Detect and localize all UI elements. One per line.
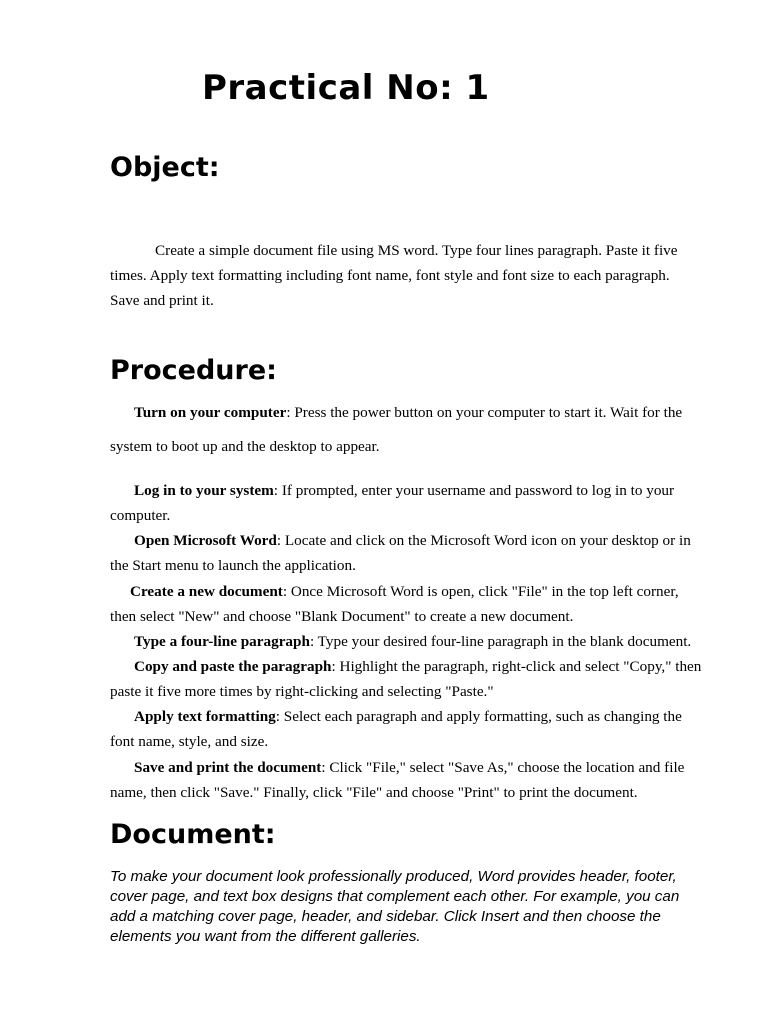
- object-line: Create a simple document file using MS word. Type four lines paragraph. Paste it five: [155, 242, 678, 259]
- step-label: Type a four-line paragraph: [134, 633, 310, 650]
- step-text: : Locate and click on the Microsoft Word icon on your desktop or in: [276, 532, 691, 549]
- step-label: Create a new document: [130, 583, 283, 600]
- step-continuation: name, then click "Save." Finally, click "File" and choose "Print" to print the document.: [110, 784, 638, 801]
- step-label: Save and print the document: [134, 759, 322, 776]
- step-text: : Once Microsoft Word is open, click "File" in the top left corner,: [282, 583, 679, 600]
- object-line: times. Apply text formatting including font name, font style and font size to each paragraph.: [110, 267, 670, 284]
- step-label: Turn on your computer: [134, 404, 287, 421]
- procedure-step: [134, 404, 682, 422]
- step-label: Open Microsoft Word: [134, 532, 277, 549]
- procedure-step: [134, 708, 682, 726]
- step-continuation: font name, style, and size.: [110, 733, 269, 750]
- procedure-step: [134, 482, 674, 500]
- step-continuation: then select "New" and choose "Blank Document" to create a new document.: [110, 608, 574, 625]
- step-continuation: system to boot up and the desktop to appear.: [110, 438, 380, 455]
- procedure-step: [134, 658, 701, 676]
- document-line: elements you want from the different galleries.: [110, 928, 421, 945]
- step-continuation: paste it five more times by right-clicking and selecting "Paste.": [110, 683, 494, 700]
- step-text: : Type your desired four-line paragraph in the blank document.: [309, 633, 692, 650]
- step-text: : Select each paragraph and apply formatting, such as changing the: [275, 708, 682, 725]
- step-text: : Click "File," select "Save As," choose the location and file: [321, 759, 685, 776]
- step-text: : Highlight the paragraph, right-click and select "Copy," then: [331, 658, 702, 675]
- step-label: Apply text formatting: [134, 708, 276, 725]
- object-heading: Object:: [110, 152, 220, 183]
- step-text: : If prompted, enter your username and password to log in to your: [273, 482, 675, 499]
- object-line: Save and print it.: [110, 292, 214, 309]
- step-continuation: the Start menu to launch the application.: [110, 557, 356, 574]
- procedure-step: [134, 633, 691, 651]
- document-line: cover page, and text box designs that complement each other. For example, you can: [110, 888, 680, 905]
- page-title: Practical No: 1: [202, 68, 490, 108]
- procedure-step: [130, 583, 679, 601]
- procedure-heading: Procedure:: [110, 355, 277, 386]
- procedure-step: [134, 759, 684, 777]
- document-heading: Document:: [110, 819, 276, 850]
- step-continuation: computer.: [110, 507, 171, 524]
- procedure-step: [134, 532, 691, 550]
- document-line: add a matching cover page, header, and sidebar. Click Insert and then choose the: [110, 908, 661, 925]
- step-label: Log in to your system: [134, 482, 274, 499]
- document-line: To make your document look professionally produced, Word provides header, footer,: [110, 868, 677, 885]
- step-text: : Press the power button on your computer to start it. Wait for the: [286, 404, 683, 421]
- step-label: Copy and paste the paragraph: [134, 658, 332, 675]
